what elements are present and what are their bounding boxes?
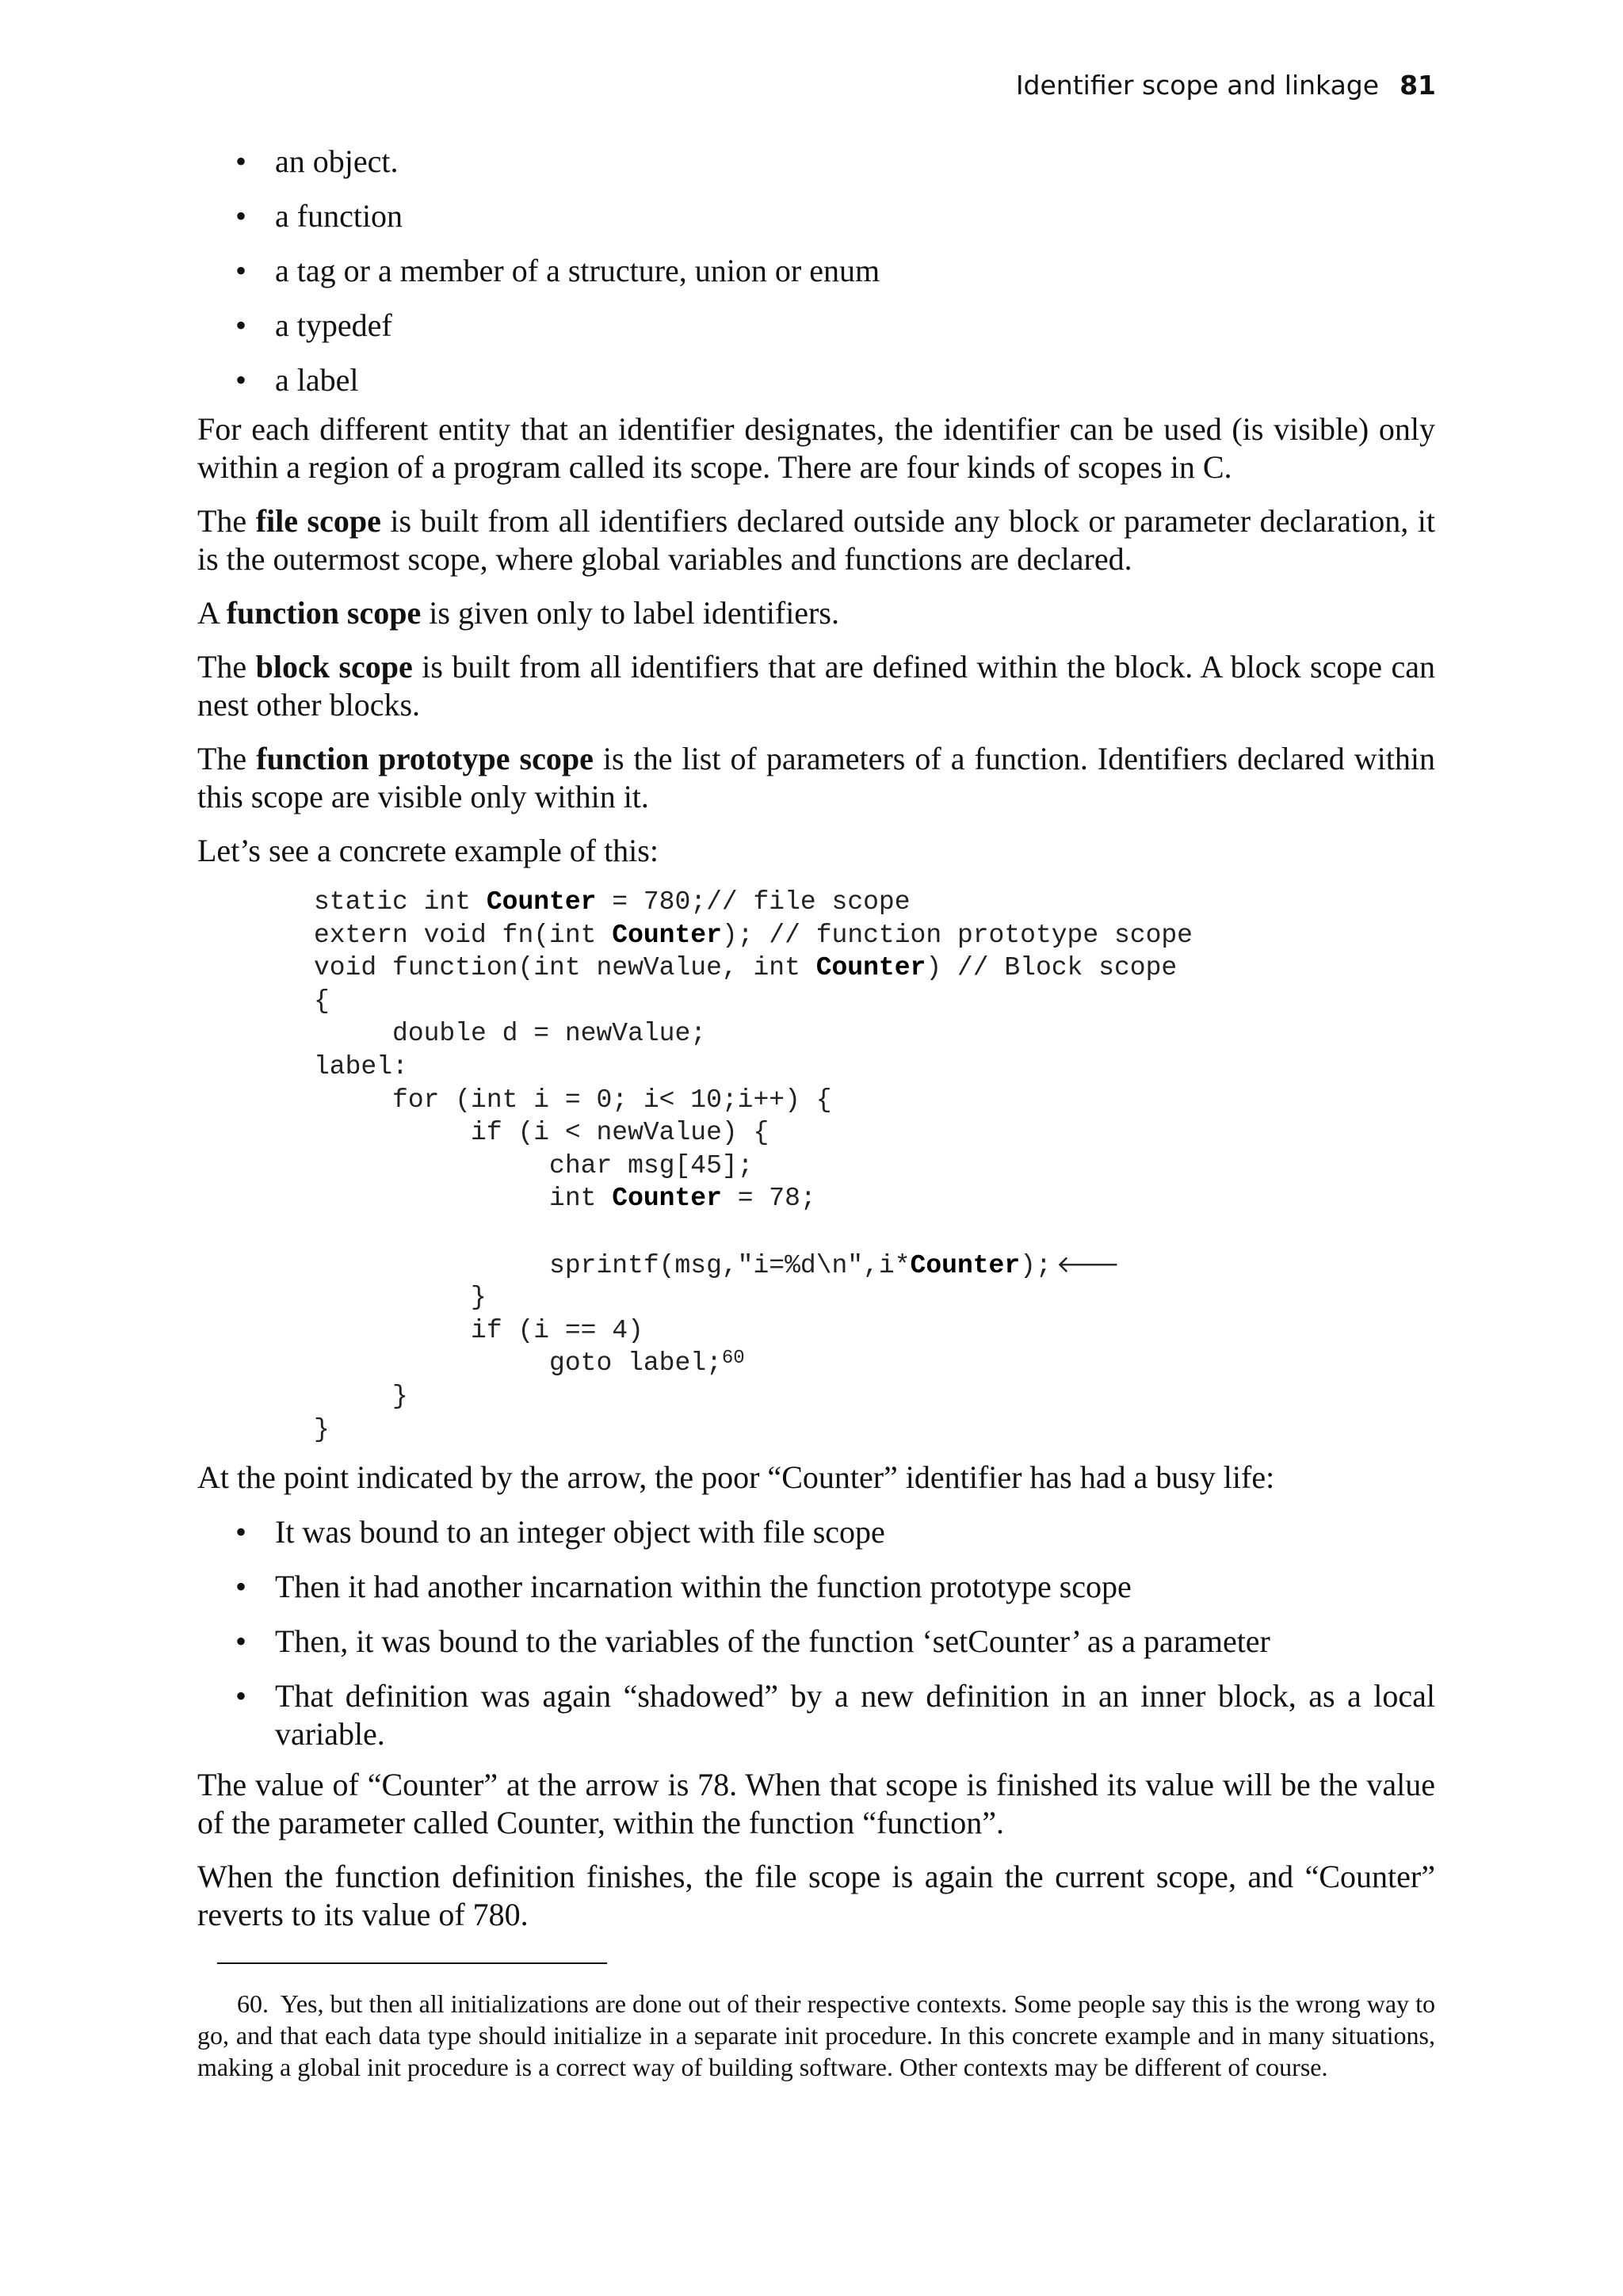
code-text: ); [1020,1250,1052,1280]
code-text: static int [314,887,487,917]
code-line [314,919,1435,952]
list-item-text: a tag or a member of a structure, union or enum [275,253,880,288]
page-number: 81 [1400,70,1436,101]
code-identifier: Counter [612,1184,722,1214]
bullet-glyph: • [235,143,247,179]
bullet-glyph: • [235,1678,247,1714]
text: A [197,595,227,631]
list-item-text: It was bound to an integer object with file scope [275,1514,885,1550]
term-block-scope: block scope [255,649,413,685]
code-text: ) // Block scope [926,953,1178,983]
list-item [197,1513,1435,1551]
code-line: if (i == 4) [314,1315,643,1345]
footnote-reference: 60 [721,1348,745,1370]
code-line [314,1347,1435,1380]
bullet-glyph: • [235,1514,247,1550]
code-text: extern void fn(int [314,920,613,950]
list-item [197,307,1435,345]
footnote [197,1988,1435,2083]
paragraph-file-scope [197,502,1435,578]
code-line: label: [314,1051,408,1081]
bullet-glyph: • [235,307,247,343]
footnote-divider [217,1962,607,1964]
paragraph-value-at-arrow: The value of “Counter” at the arrow is 78. When that scope is finished its value will be the value of the parameter called Counter, within the function “function”. [197,1767,1435,1841]
text: is given only to label identifiers. [421,595,839,631]
code-line-blank [314,1215,1435,1249]
code-identifier: Counter [486,887,597,917]
text: The [197,741,257,776]
paragraph-block-scope [197,648,1435,724]
bullet-glyph: • [235,362,247,398]
code-line: for (int i = 0; i< 10;i++) { [314,1085,832,1115]
list-item [197,252,1435,290]
list-item [197,1677,1435,1753]
code-text: = 780;// file scope [596,887,911,917]
list-item-text: That definition was again “shadowed” by a new definition in an inner block, as a local variable. [275,1678,1435,1753]
code-line: { [314,986,330,1016]
paragraph-function-scope [197,594,1435,632]
list-item-text: a typedef [275,307,392,343]
bullet-glyph: • [235,1623,247,1660]
bullet-glyph: • [235,1569,247,1605]
code-line [314,1249,1435,1282]
code-line: } [314,1381,408,1411]
code-text: sprintf(msg,"i=%d\n",i* [314,1250,911,1280]
code-line [314,886,1435,919]
text: is built from all identifiers declared outside any block or parameter declaration, it is the outermost scope, where global variables and functions are declared. [197,503,1435,577]
code-text: void function(int newValue, int [314,953,816,983]
list-item-text: a function [275,198,403,234]
paragraph-busy-life: At the point indicated by the arrow, the poor “Counter” identifier has had a busy life: [197,1459,1275,1496]
term-function-scope: function scope [226,595,422,631]
text: is the list of parameters of a function. Identifiers declared within this scope are visible only within it. [197,741,1436,814]
code-example [314,886,1435,1446]
paragraph-reverts: When the function definition finishes, the file scope is again the current scope, and “Counter” reverts to its value of 780. [197,1859,1435,1933]
list-item [197,1623,1435,1661]
list-item [197,197,1435,235]
code-text: ); // function prototype scope [721,920,1193,950]
term-file-scope: file scope [255,503,381,539]
header-title: Identifier scope and linkage [1015,70,1380,101]
bullet-glyph: • [235,198,247,234]
code-line [314,1182,1435,1215]
bullet-glyph: • [235,253,247,288]
list-item-text: an object. [275,143,399,179]
code-line: } [314,1414,330,1444]
text: The [197,503,256,539]
list-item [197,143,1435,181]
list-item [197,1568,1435,1606]
list-item [197,361,1435,399]
page-body [197,143,1435,2083]
code-text: = 78; [721,1184,816,1214]
code-identifier: Counter [815,953,926,983]
paragraph-example-intro: Let’s see a concrete example of this: [197,833,659,868]
text: The [197,649,256,685]
term-function-prototype-scope: function prototype scope [256,741,594,776]
code-line: char msg[45]; [314,1150,754,1180]
list-item-text: Then, it was bound to the variables of the function ‘setCounter’ as a parameter [275,1623,1270,1660]
paragraph-prototype-scope [197,740,1435,816]
code-identifier: Counter [612,920,722,950]
running-header [1016,70,1436,101]
footnote-number: 60. [237,1989,269,2019]
code-line [314,952,1435,985]
code-identifier: Counter [910,1250,1021,1280]
code-text: int [314,1184,613,1214]
code-line: if (i < newValue) { [314,1118,769,1148]
counter-history-list [197,1513,1435,1753]
code-line: } [314,1283,487,1313]
list-item-text: a label [275,362,359,398]
entity-list [197,143,1435,399]
footnote-text: Yes, but then all initializations are done out of their respective contexts. Some people say this is the wrong way to go, and that each data type should initialize in a separate init procedure. In this concrete example and in many situations, making a global init procedure is a correct way of building software. Other contexts may be different of course. [197,1989,1436,2082]
paragraph-scopes-intro: For each different entity that an identifier designates, the identifier can be used (is visible) only within a region of a program called its scope. There are four kinds of scopes in C. [197,411,1435,485]
code-text: goto label; [314,1348,722,1379]
code-line: double d = newValue; [314,1019,707,1049]
text: is built from all identifiers that are defined within the block. A block scope can nest other blocks. [197,649,1435,723]
left-arrow-icon: 🡐 [1056,1250,1121,1279]
list-item-text: Then it had another incarnation within the function prototype scope [275,1569,1132,1605]
